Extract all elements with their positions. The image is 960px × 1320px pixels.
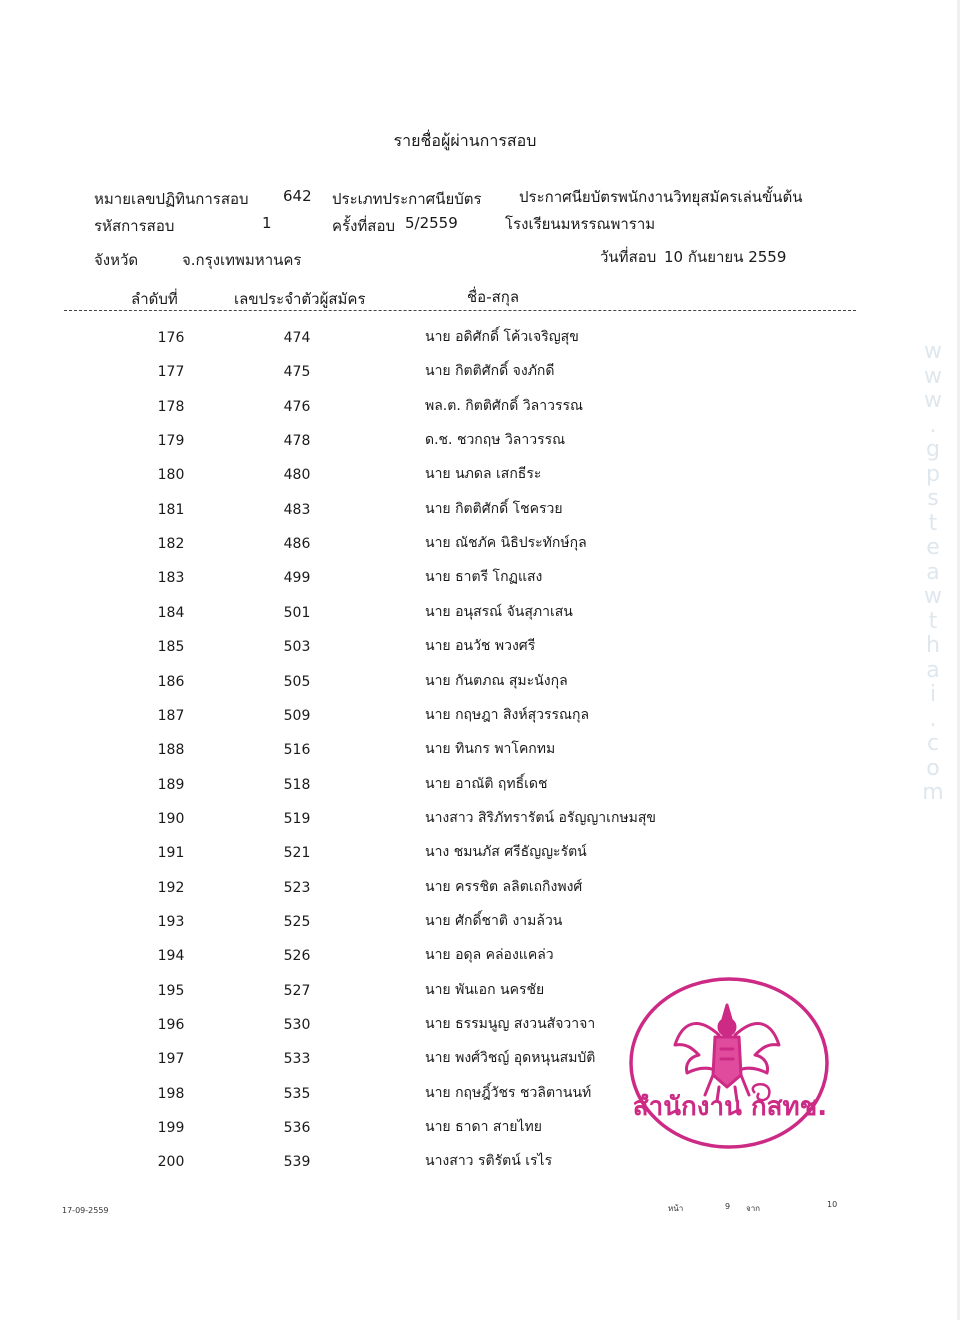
applicant-id: 474	[283, 330, 311, 346]
applicant-id: 526	[283, 948, 311, 965]
watermark-char: a	[926, 559, 940, 585]
row-number: 185	[157, 639, 185, 656]
row-number: 176	[157, 330, 185, 346]
province-value: จ.กรุงเทพมหานคร	[182, 251, 302, 269]
table-row	[0, 330, 960, 364]
column-header-name: ชื่อ-สกุล	[467, 288, 520, 306]
applicant-name: นางสาว รติรัตน์ เรไร	[425, 1153, 553, 1170]
watermark-char: g	[926, 437, 940, 462]
exam-date-label: วันที่สอบ	[600, 248, 657, 266]
applicant-name: นาย ธาตรี โกฏแสง	[425, 569, 543, 586]
table-row	[0, 811, 960, 845]
watermark-char: .	[929, 706, 937, 732]
watermark-char: p	[926, 461, 940, 487]
print-date: 17-09-2559	[62, 1206, 109, 1215]
watermark-char: o	[926, 755, 940, 781]
table-row	[0, 1154, 960, 1188]
applicant-name: นาย กิตติศักดิ์ โชครวย	[425, 500, 563, 517]
row-number: 184	[157, 604, 185, 621]
table-row	[0, 674, 960, 708]
applicant-id: 483	[283, 501, 311, 518]
table-row	[0, 433, 960, 467]
watermark-char: w	[924, 584, 942, 609]
applicant-id: 505	[283, 673, 311, 690]
applicant-id: 533	[283, 1051, 311, 1068]
total-pages: 10	[827, 1200, 838, 1209]
applicant-name: นาย พงศ์วิชญ์ อุดหนุนสมบัติ	[425, 1050, 596, 1067]
watermark-char: m	[922, 780, 944, 805]
table-row	[0, 639, 960, 673]
applicant-id: 476	[283, 398, 311, 415]
venue: โรงเรียนมหรรณพาราม	[505, 215, 656, 233]
watermark-char: s	[927, 486, 939, 511]
applicant-id: 501	[283, 604, 311, 621]
applicant-name: นางสาว สิริภัทรารัตน์ อรัญญาเกษมสุข	[425, 809, 656, 826]
cert-type-label: ประเภทประกาศนียบัตร	[332, 190, 482, 208]
applicant-name: นาย อนวัช พวงศรี	[425, 638, 536, 655]
exam-calendar-label: หมายเลขปฏิทินการสอบ	[94, 190, 249, 208]
table-row	[0, 502, 960, 536]
watermark-char: w	[924, 363, 942, 389]
applicant-name: นาย อาณัติ ฤทธิ์เดช	[425, 775, 548, 792]
table-row	[0, 364, 960, 398]
row-number: 186	[157, 673, 185, 690]
watermark-char: t	[928, 510, 938, 536]
table-row	[0, 536, 960, 570]
applicant-name: พล.ต. กิตติศักดิ์ วิลาวรรณ	[425, 397, 584, 414]
page-title: รายชื่อผู้ผ่านการสอบ	[393, 131, 537, 150]
watermark-char: .	[929, 412, 937, 438]
applicant-id: 480	[283, 467, 311, 484]
table-row	[0, 845, 960, 879]
applicant-name: นาย กันตภณ สุมะนังกุล	[425, 672, 568, 689]
applicant-name: นาย อดุล คล่องแคล่ว	[425, 947, 554, 964]
nbtc-stamp	[627, 975, 833, 1157]
applicant-id: 539	[283, 1154, 311, 1171]
applicant-name: นาย ครรชิต ลลิตเถกิงพงศ์	[425, 878, 583, 895]
applicant-name: นาย ธรรมนูญ สงวนสัจวาจา	[425, 1016, 596, 1032]
applicant-id: 503	[283, 639, 311, 656]
applicant-id: 536	[283, 1120, 311, 1137]
applicant-name: นาย ณัชภัค นิธิประทักษ์กุล	[425, 535, 587, 552]
table-row	[0, 708, 960, 742]
exam-code-label: รหัสการสอบ	[94, 217, 175, 235]
row-number: 197	[157, 1051, 185, 1068]
watermark-char: h	[926, 633, 940, 658]
of-label: จาก	[746, 1204, 761, 1213]
table-row	[0, 914, 960, 948]
watermark-char: w	[924, 339, 942, 364]
applicant-name: นาย ธาดา สายไทย	[425, 1119, 542, 1136]
applicant-id: 535	[283, 1085, 311, 1102]
applicant-name: นาย กฤษฎิ์วัชร ชวลิตานนท์	[425, 1084, 592, 1101]
table-row	[0, 467, 960, 501]
applicant-name: นาย ทินกร พาโคกทม	[425, 741, 556, 758]
table-row	[0, 570, 960, 604]
row-number: 181	[157, 501, 185, 518]
row-number: 193	[157, 913, 185, 930]
row-number: 200	[157, 1154, 185, 1171]
row-number: 182	[157, 536, 185, 553]
stamp-text: สำนักงาน กสทช.	[632, 1092, 828, 1122]
applicant-name: นาย พันเอก นครชัย	[425, 981, 545, 998]
applicant-name: นาย อดิศักดิ์ โค้วเจริญสุข	[425, 329, 579, 345]
watermark	[918, 340, 948, 806]
applicant-name: นาย นภดล เสกธีระ	[425, 466, 542, 483]
applicant-id: 486	[283, 536, 311, 553]
applicant-id: 518	[283, 776, 311, 793]
applicant-id: 525	[283, 913, 311, 930]
applicant-id: 523	[283, 879, 311, 896]
applicant-id: 521	[283, 845, 311, 862]
column-header-id: เลขประจำตัวผู้สมัคร	[234, 290, 366, 308]
watermark-char: c	[926, 731, 940, 756]
applicant-name: นาย กิตติศักดิ์ จงภักดี	[425, 363, 555, 380]
row-number: 199	[157, 1120, 185, 1137]
row-number: 179	[157, 433, 185, 450]
row-number: 190	[157, 810, 185, 827]
column-header-no: ลำดับที่	[131, 290, 178, 308]
row-number: 192	[157, 879, 185, 896]
applicant-id: 475	[283, 364, 311, 381]
applicant-name: นาง ชมนภัส ศรีธัญญะรัตน์	[425, 844, 587, 861]
exam-code-value: 1	[262, 214, 272, 232]
table-row	[0, 399, 960, 433]
row-number: 180	[157, 467, 185, 484]
province-label: จังหวัด	[94, 251, 139, 269]
applicant-id: 530	[283, 1017, 311, 1033]
header-divider	[64, 310, 856, 311]
watermark-char: t	[928, 608, 938, 634]
round-value: 5/2559	[405, 214, 458, 232]
watermark-char: a	[926, 657, 940, 683]
applicant-id: 516	[283, 742, 311, 759]
row-number: 191	[157, 845, 185, 862]
applicant-id: 527	[283, 982, 311, 999]
applicant-id: 509	[283, 707, 311, 724]
table-row	[0, 605, 960, 639]
garuda-emblem-icon	[675, 1005, 779, 1101]
cert-type-value: ประกาศนียบัตรพนักงานวิทยุสมัครเล่นขั้นต้น	[519, 188, 803, 206]
applicant-id: 499	[283, 570, 311, 587]
row-number: 195	[157, 982, 185, 999]
row-number: 183	[157, 570, 185, 587]
watermark-char: w	[924, 388, 942, 413]
round-label: ครั้งที่สอบ	[332, 217, 395, 235]
row-number: 194	[157, 948, 185, 965]
page-number: 9	[725, 1202, 731, 1211]
table-row	[0, 777, 960, 811]
watermark-char: e	[926, 535, 940, 560]
row-number: 196	[157, 1017, 185, 1033]
applicant-id: 478	[283, 433, 311, 450]
applicant-name: นาย อนุสรณ์ จันสุภาเสน	[425, 603, 573, 620]
table-row	[0, 742, 960, 776]
row-number: 188	[157, 742, 185, 759]
watermark-char: i	[929, 682, 937, 707]
row-number: 198	[157, 1085, 185, 1102]
row-number: 178	[157, 398, 185, 415]
page-label: หน้า	[668, 1204, 684, 1213]
table-row	[0, 880, 960, 914]
row-number: 187	[157, 707, 185, 724]
row-number: 177	[157, 364, 185, 381]
applicant-name: ด.ช. ชวกฤษ วิลาวรรณ	[425, 432, 566, 449]
exam-date-value: 10 กันยายน 2559	[664, 248, 787, 266]
row-number: 189	[157, 776, 185, 793]
applicant-id: 519	[283, 810, 311, 827]
applicant-name: นาย กฤษฎา สิงห์สุวรรณกุล	[425, 706, 590, 723]
applicant-name: นาย ศักดิ์ชาติ งามล้วน	[425, 912, 563, 929]
exam-calendar-value: 642	[283, 187, 312, 205]
